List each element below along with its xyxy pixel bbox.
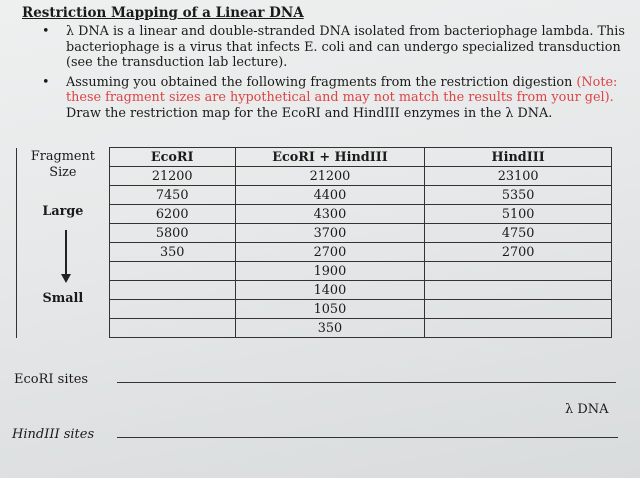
cell-ecori: 21200 [109, 167, 235, 186]
cell-hindiii: 23100 [425, 167, 612, 186]
lambda-dna-label: λ DNA [565, 402, 609, 417]
hypothetical-note: (Note: these fragment sizes are hypothetical and may not match the results from your gel). [66, 74, 618, 105]
fragment-table [16, 147, 612, 338]
cell-ecori-hindiii: 350 [235, 319, 425, 338]
cell-ecori: 6200 [109, 205, 235, 224]
cell-hindiii: 5100 [425, 205, 612, 224]
col-header-hindiii: HindIII [425, 148, 612, 167]
cell-hindiii: 4750 [425, 224, 612, 243]
bullet-icon: • [42, 74, 50, 90]
cell-ecori-hindiii: 1900 [235, 262, 425, 281]
cell-ecori: 7450 [109, 186, 235, 205]
instructions-list [38, 24, 628, 125]
bullet-text: λ DNA is a linear and double-stranded DNA isolated from bacteriophage lambda. This bacteriophage is a virus that infects E. coli and can undergo specialized transduction (see the transduction lab lecture). [66, 24, 625, 70]
cell-hindiii [425, 300, 612, 319]
ecori-answer-line[interactable] [117, 382, 616, 383]
page-heading: Restriction Mapping of a Linear DNA [22, 5, 304, 21]
cell-ecori-hindiii: 1400 [235, 281, 425, 300]
cell-hindiii [425, 319, 612, 338]
cell-ecori [109, 300, 235, 319]
size-header: Size [49, 164, 77, 180]
bullet-text-end: Draw the restriction map for the EcoRI and HindIII enzymes in the λ DNA. [66, 105, 553, 121]
cell-hindiii [425, 281, 612, 300]
cell-ecori [109, 262, 235, 281]
hindiii-sites-label: HindIII sites [12, 427, 95, 442]
hindiii-answer-line[interactable] [117, 437, 618, 438]
table-header-row [17, 148, 612, 167]
cell-ecori [109, 281, 235, 300]
col-header-ecori-hindiii: EcoRI + HindIII [235, 148, 425, 167]
cell-hindiii: 5350 [425, 186, 612, 205]
cell-ecori-hindiii: 1050 [235, 300, 425, 319]
cell-hindiii: 2700 [425, 243, 612, 262]
fragment-size-column [17, 148, 110, 338]
col-header-ecori: EcoRI [109, 148, 235, 167]
small-label: Small [42, 290, 84, 306]
arrow-head-icon [61, 274, 71, 283]
large-label: Large [42, 203, 84, 219]
cell-ecori-hindiii: 4300 [235, 205, 425, 224]
bullet-icon: • [42, 24, 50, 39]
cell-ecori-hindiii: 3700 [235, 224, 425, 243]
cell-ecori-hindiii: 21200 [235, 167, 425, 186]
down-arrow-icon [65, 230, 67, 276]
bullet-text-start: Assuming you obtained the following fragments from the restriction digestion [66, 74, 573, 90]
cell-ecori: 350 [109, 243, 235, 262]
cell-ecori-hindiii: 2700 [235, 243, 425, 262]
ecori-sites-label: EcoRI sites [14, 372, 89, 387]
cell-ecori: 5800 [109, 224, 235, 243]
bullet-lambda-description [38, 24, 628, 71]
fragment-header: Fragment [30, 148, 95, 164]
bullet-assignment [38, 75, 628, 122]
cell-ecori [109, 319, 235, 338]
cell-ecori-hindiii: 4400 [235, 186, 425, 205]
cell-hindiii [425, 262, 612, 281]
